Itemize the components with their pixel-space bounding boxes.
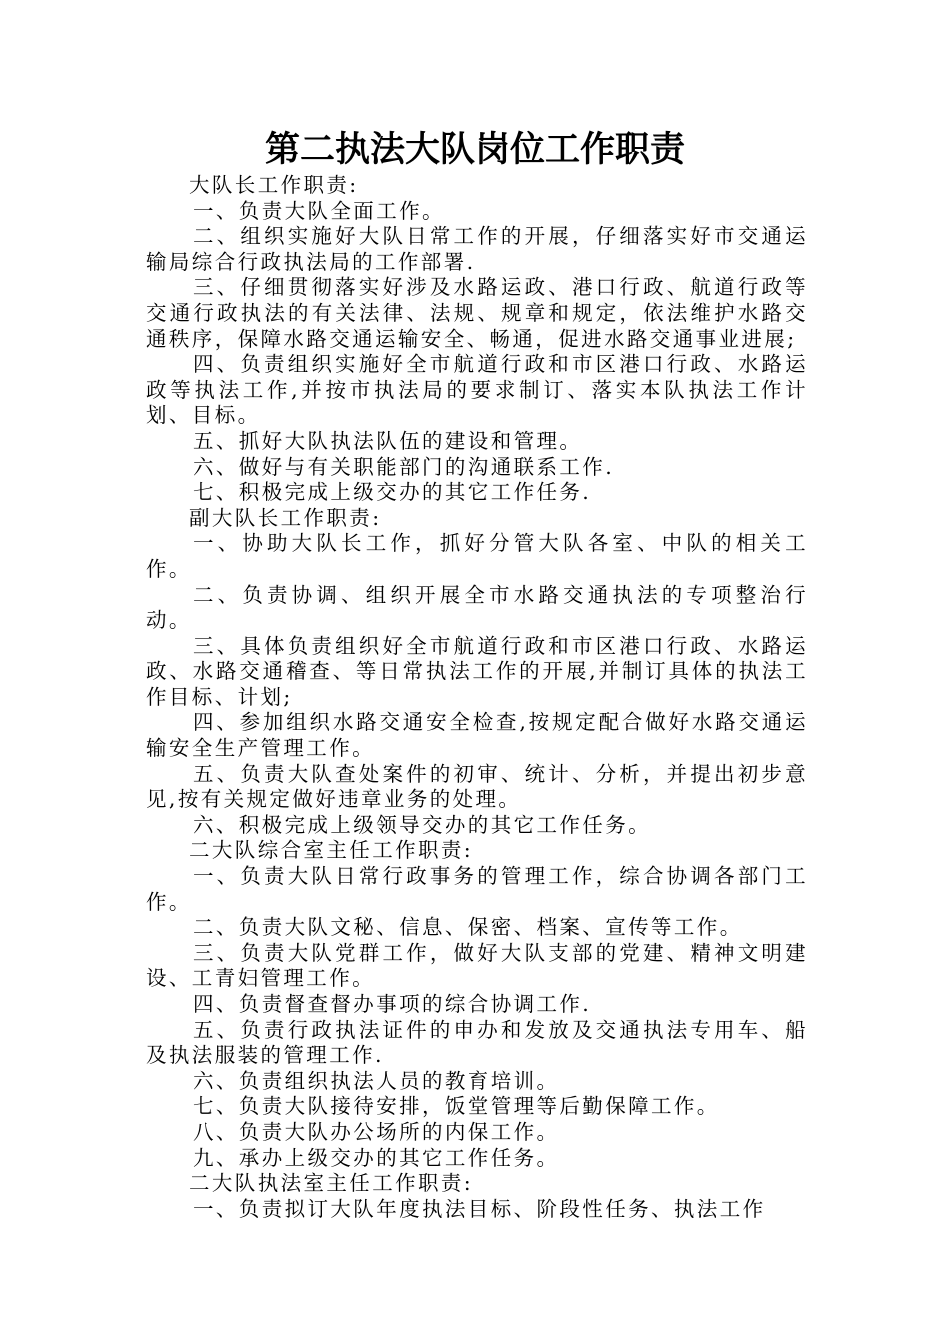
duty-item: 六、积极完成上级领导交办的其它工作任务。 — [193, 812, 651, 837]
section-heading: 二大队综合室主任工作职责: — [189, 838, 474, 863]
duty-item: 二、组织实施好大队日常工作的开展，仔细落实好市交通运输局综合行政执法局的工作部署. — [146, 224, 808, 274]
duty-item: 四、参加组织水路交通安全检查,按规定配合做好水路交通运输安全生产管理工作。 — [146, 710, 808, 761]
duty-item: 六、负责组织执法人员的教育培训。 — [193, 1068, 560, 1093]
duty-item: 一、负责拟订大队年度执法目标、阶段性任务、执法工作 — [193, 1196, 766, 1221]
section-heading: 二大队执法室主任工作职责: — [189, 1171, 474, 1196]
section-heading: 大队长工作职责: — [189, 173, 359, 197]
duty-item: 二、负责协调、组织开展全市水路交通执法的专项整治行动。 — [146, 582, 808, 633]
duty-item: 五、抓好大队执法队伍的建设和管理。 — [193, 428, 583, 453]
duty-item: 一、负责大队日常行政事务的管理工作，综合协调各部门工作。 — [146, 864, 808, 914]
document-title: 第二执法大队岗位工作职责 — [264, 129, 685, 170]
duty-item: 三、具体负责组织好全市航道行政和市区港口行政、水路运政、水路交通稽查、等日常执法工作的开展,并制订具体的执法工作目标、计划; — [146, 633, 808, 709]
document-body — [146, 173, 808, 1222]
duty-item: 六、做好与有关职能部门的沟通联系工作. — [193, 454, 615, 479]
duty-item: 五、负责大队查处案件的初审、统计、分析，并提出初步意见,按有关规定做好违章业务的处理。 — [146, 761, 808, 812]
duty-item: 三、仔细贯彻落实好涉及水路运政、港口行政、航道行政等交通行政执法的有关法律、法规、规章和规定，依法维护水路交通秩序，保障水路交通运输安全、畅通，促进水路交通事业进展; — [146, 275, 808, 351]
section-heading: 副大队长工作职责: — [189, 505, 382, 530]
duty-item: 七、积极完成上级交办的其它工作任务. — [193, 480, 592, 505]
duty-item: 四、负责督查督办事项的综合协调工作. — [193, 992, 592, 1016]
duty-item: 一、负责大队全面工作。 — [193, 198, 445, 223]
duty-item: 八、负责大队办公场所的内保工作。 — [193, 1119, 560, 1144]
duty-item: 七、负责大队接待安排，饭堂管理等后勤保障工作。 — [193, 1094, 720, 1119]
duty-item: 三、负责大队党群工作，做好大队支部的党建、精神文明建设、工青妇管理工作。 — [146, 940, 808, 991]
duty-item: 二、负责大队文秘、信息、保密、档案、宣传等工作。 — [193, 915, 743, 940]
duty-item: 一、协助大队长工作，抓好分管大队各室、中队的相关工作。 — [146, 531, 808, 581]
duty-item: 四、负责组织实施好全市航道行政和市区港口行政、水路运政等执法工作,并按市执法局的要求制订、落实本队执法工作计划、目标。 — [146, 352, 808, 428]
duty-item: 五、负责行政执法证件的申办和发放及交通执法专用车、船及执法服装的管理工作. — [146, 1017, 808, 1068]
duty-item: 九、承办上级交办的其它工作任务。 — [193, 1145, 560, 1170]
